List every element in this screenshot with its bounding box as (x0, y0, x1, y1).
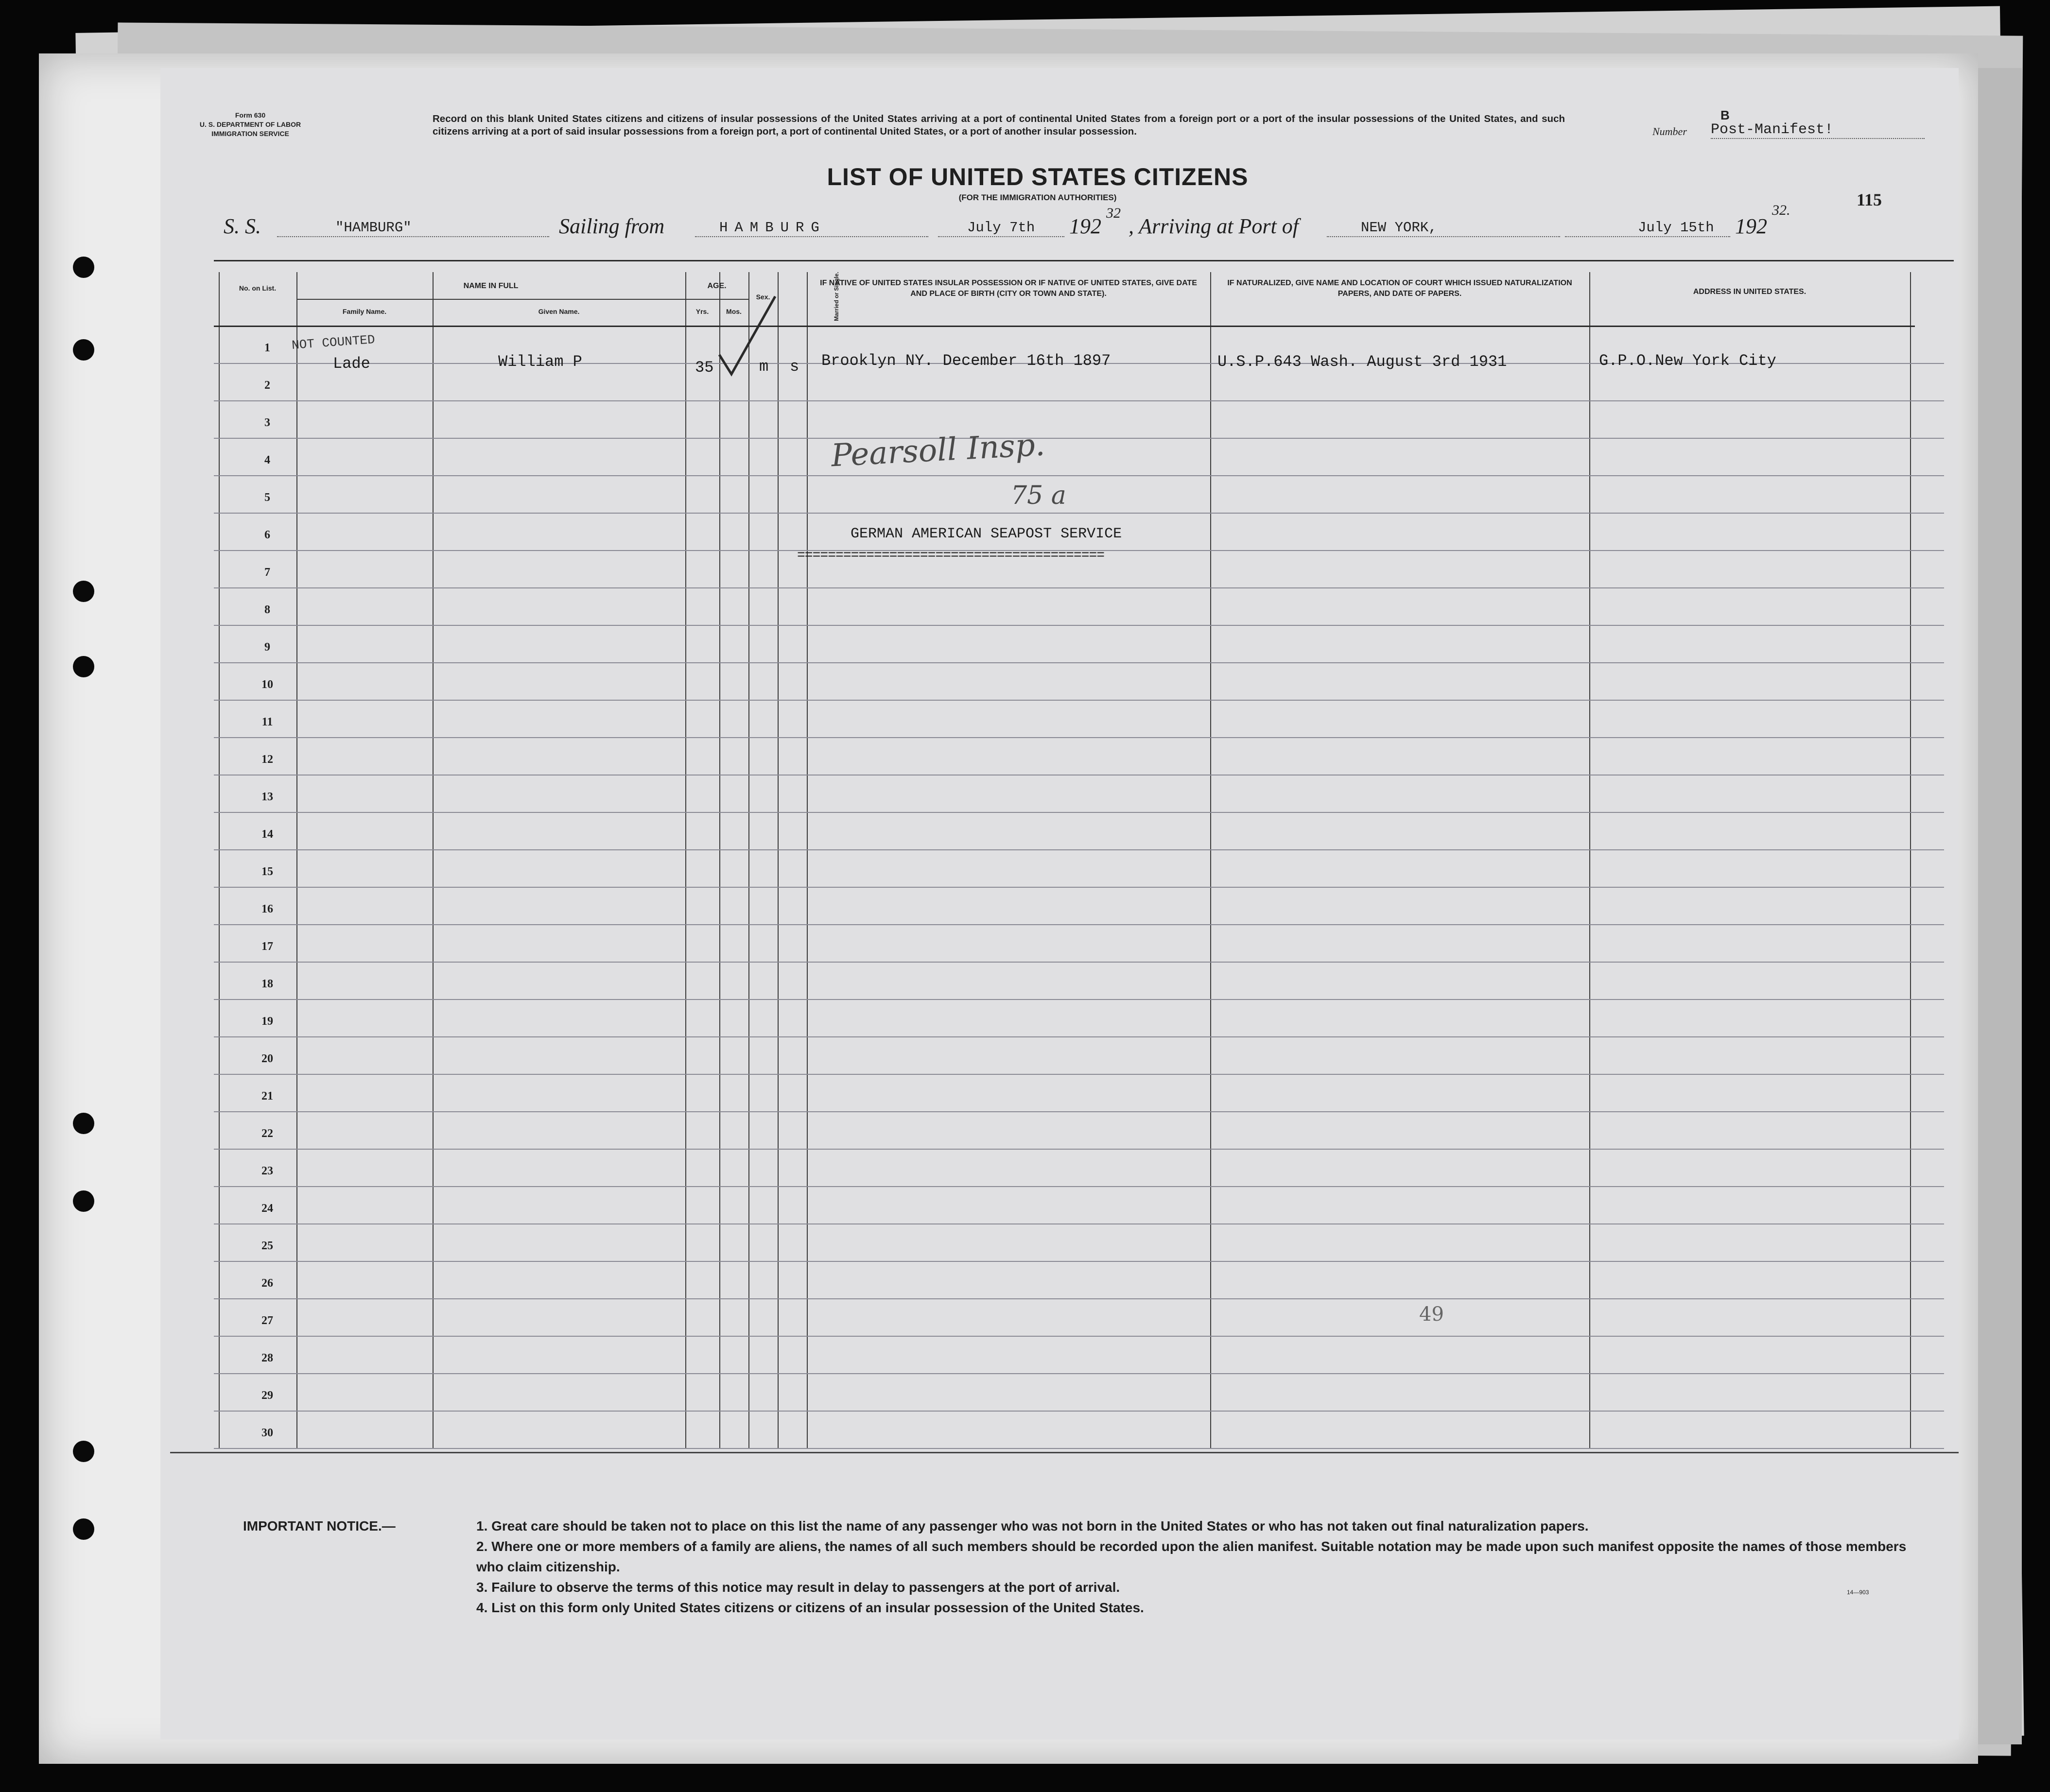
col-no-on-list: No. on List. (239, 284, 277, 292)
col-birth: IF NATIVE OF UNITED STATES INSULAR POSSESSION OR IF NATIVE OF UNITED STATES, GIVE DATE AND PLACE OF BIRTH (CITY OR TOWN AND STATE). (820, 279, 1197, 298)
entry-naturalization: U.S.P.643 Wash. August 3rd 1931 (1217, 353, 1507, 371)
year-suffix-sailing: 32 (1106, 205, 1121, 221)
form-identifier (190, 111, 311, 138)
table-row (214, 700, 1944, 701)
form-number: Form 630 (235, 111, 266, 119)
binder-hole (73, 339, 94, 361)
record-instructions: Record on this blank United States citizens and citizens of insular possessions of the United States arriving at a port of continental United States from a foreign port or a port of the insular possessions of the United States, and such citizens arriving at a port of said insular possessions from a foreign port, a port of continental United States, or a port of another insular possession. (433, 113, 1565, 137)
table-row (214, 1336, 1944, 1337)
table-bottom-rule (170, 1452, 1959, 1453)
col-naturalization: IF NATURALIZED, GIVE NAME AND LOCATION OF COURT WHICH ISSUED NATURALIZATION PAPERS, AND DATE OF PAPERS. (1227, 279, 1572, 298)
row-number: 26 (261, 1277, 273, 1290)
col-address: ADDRESS IN UNITED STATES. (1693, 288, 1807, 296)
col-sex: Sex. (756, 293, 770, 301)
row-number: 22 (261, 1127, 273, 1140)
table-row (214, 1074, 1944, 1075)
citizen-list-form (160, 68, 1959, 1740)
year-prefix-sailing: 192 (1069, 214, 1101, 238)
number-letter: B (1720, 108, 1730, 122)
col-married-single: Married or Single. (833, 272, 840, 321)
sailing-date: July 7th (938, 220, 1064, 237)
column-divider (1589, 272, 1590, 1448)
row-number: 9 (264, 641, 270, 654)
column-divider (807, 272, 808, 1448)
row-number: 10 (261, 678, 273, 691)
form-subtitle: (FOR THE IMMIGRATION AUTHORITIES) (958, 193, 1117, 202)
table-row (214, 1411, 1944, 1412)
table-row (214, 1036, 1944, 1037)
notice-heading: IMPORTANT NOTICE.— (243, 1518, 396, 1534)
column-divider (685, 272, 686, 1448)
table-row (214, 849, 1944, 850)
col-age-months: Mos. (726, 308, 742, 315)
binder-hole (73, 1441, 94, 1462)
row-number: 7 (264, 566, 270, 579)
table-row (214, 1149, 1944, 1150)
table-row (214, 1448, 1944, 1449)
table-top-rule (214, 260, 1954, 261)
not-counted-stamp: NOT COUNTED (291, 332, 376, 353)
row-number: 3 (264, 416, 270, 429)
column-divider (433, 272, 434, 1448)
arriving-label: , Arriving at Port of (1129, 214, 1299, 238)
row-number: 14 (261, 828, 273, 841)
table-row (214, 887, 1944, 888)
table-row (214, 737, 1944, 738)
row-number: 21 (261, 1090, 273, 1103)
row-number: 11 (261, 716, 273, 728)
table-row (214, 475, 1944, 476)
column-divider (219, 272, 220, 1448)
row-number: 5 (264, 491, 270, 504)
service-name: IMMIGRATION SERVICE (211, 130, 289, 138)
ss-label: S. S. (224, 214, 261, 238)
number-label: Number (1652, 125, 1687, 138)
form-title: LIST OF UNITED STATES CITIZENS (827, 163, 1249, 190)
seapost-rule: ======================================== (797, 548, 1105, 563)
entry-marital-status: s (790, 358, 799, 376)
notice-item-2: 2. Where one or more members of a family are aliens, the names of all such members should be recorded upon the alien manifest. Suitable notation may be made upon such manifest opposite the names of those members who claim citizenship. (476, 1539, 1907, 1574)
table-row (214, 962, 1944, 963)
row-number: 24 (261, 1202, 273, 1215)
row-number: 1 (264, 342, 270, 354)
entry-given-name: William P (498, 353, 582, 371)
table-row (214, 1186, 1944, 1187)
table-row (214, 513, 1944, 514)
col-family-name: Family Name. (342, 308, 387, 315)
table-row (214, 400, 1944, 401)
checkmark-stroke (719, 296, 775, 374)
row-number: 8 (264, 603, 270, 616)
table-row (214, 1111, 1944, 1112)
department-name: U. S. DEPARTMENT OF LABOR (199, 121, 301, 128)
col-given-name: Given Name. (538, 308, 580, 315)
sailing-from-label: Sailing from (559, 214, 665, 238)
notice-item-3: 3. Failure to observe the terms of this notice may result in delay to passengers at the port of arrival. (476, 1580, 1120, 1595)
seapost-service-line: GERMAN AMERICAN SEAPOST SERVICE (851, 526, 1122, 542)
row-number: 19 (261, 1015, 273, 1028)
row-number: 13 (261, 791, 273, 803)
table-row (214, 1373, 1944, 1374)
row-number: 18 (261, 978, 273, 990)
binder-hole (73, 656, 94, 677)
year-suffix-arrival: 32. (1772, 202, 1790, 218)
table-row (214, 999, 1944, 1000)
number-value: Post-Manifest! (1711, 121, 1925, 139)
row-number: 6 (264, 529, 270, 541)
departure-port: HAMBURG (695, 220, 928, 237)
col-age-years: Yrs. (695, 308, 709, 315)
col-name-in-full: NAME IN FULL (463, 282, 519, 290)
print-code: 14—903 (1847, 1589, 1869, 1596)
col-age: AGE. (707, 282, 727, 290)
row-number: 16 (261, 903, 273, 915)
column-divider (1910, 272, 1911, 1448)
row-number: 25 (261, 1240, 273, 1252)
row-number: 27 (261, 1314, 273, 1327)
name-subheader-rule (296, 299, 685, 300)
binder-hole (73, 1113, 94, 1134)
inspector-signature: Pearsoll Insp. (830, 427, 1046, 474)
binder-hole (73, 257, 94, 278)
page-number: 115 (1857, 190, 1882, 209)
row-number: 23 (261, 1165, 273, 1177)
notice-item-1: 1. Great care should be taken not to place on this list the name of any passenger who was not born in the United States or who has not taken out final naturalization papers. (476, 1518, 1589, 1534)
row-number: 15 (261, 865, 273, 878)
column-divider (1210, 272, 1211, 1448)
binder-hole (73, 1190, 94, 1212)
handwritten-note: 75 a (1011, 481, 1066, 510)
table-row (214, 662, 1944, 663)
column-divider (296, 272, 297, 1448)
row-number: 20 (261, 1052, 273, 1065)
table-row (214, 1298, 1944, 1299)
checkmark-icon (714, 292, 782, 384)
entry-sex: m (759, 358, 769, 376)
row-number: 30 (261, 1427, 273, 1439)
header-bottom-rule (214, 326, 1915, 327)
row-number: 2 (264, 379, 270, 392)
binder-hole (73, 1518, 94, 1540)
column-divider (719, 272, 720, 1448)
arrival-port: NEW YORK, (1327, 220, 1560, 237)
row-number: 4 (264, 454, 270, 466)
table-row (214, 1261, 1944, 1262)
entry-birth-place-date: Brooklyn NY. December 16th 1897 (821, 352, 1111, 370)
column-divider (748, 272, 749, 1448)
ship-name: "HAMBURG" (277, 220, 549, 237)
table-row (214, 438, 1944, 439)
table-row (214, 924, 1944, 925)
stamped-number: 49 (1419, 1303, 1444, 1326)
year-prefix-arrival: 192 (1735, 214, 1767, 238)
binder-hole (73, 581, 94, 602)
row-number: 28 (261, 1352, 273, 1364)
manifest-page (39, 53, 1978, 1764)
row-number: 12 (261, 753, 273, 766)
row-number: 17 (261, 940, 273, 953)
entry-family-name: Lade (333, 355, 370, 373)
entry-age-years: 35 (695, 359, 714, 377)
row-number: 29 (261, 1389, 273, 1402)
table-row (214, 625, 1944, 626)
table-row (214, 1223, 1944, 1224)
entry-address: G.P.O.New York City (1599, 352, 1776, 370)
voyage-line (224, 202, 1934, 248)
column-divider (778, 272, 779, 1448)
table-row (214, 587, 1944, 588)
arrival-date: July 15th (1565, 220, 1730, 237)
notice-item-4: 4. List on this form only United States citizens or citizens of an insular possession of the United States. (476, 1600, 1144, 1615)
table-row (214, 812, 1944, 813)
